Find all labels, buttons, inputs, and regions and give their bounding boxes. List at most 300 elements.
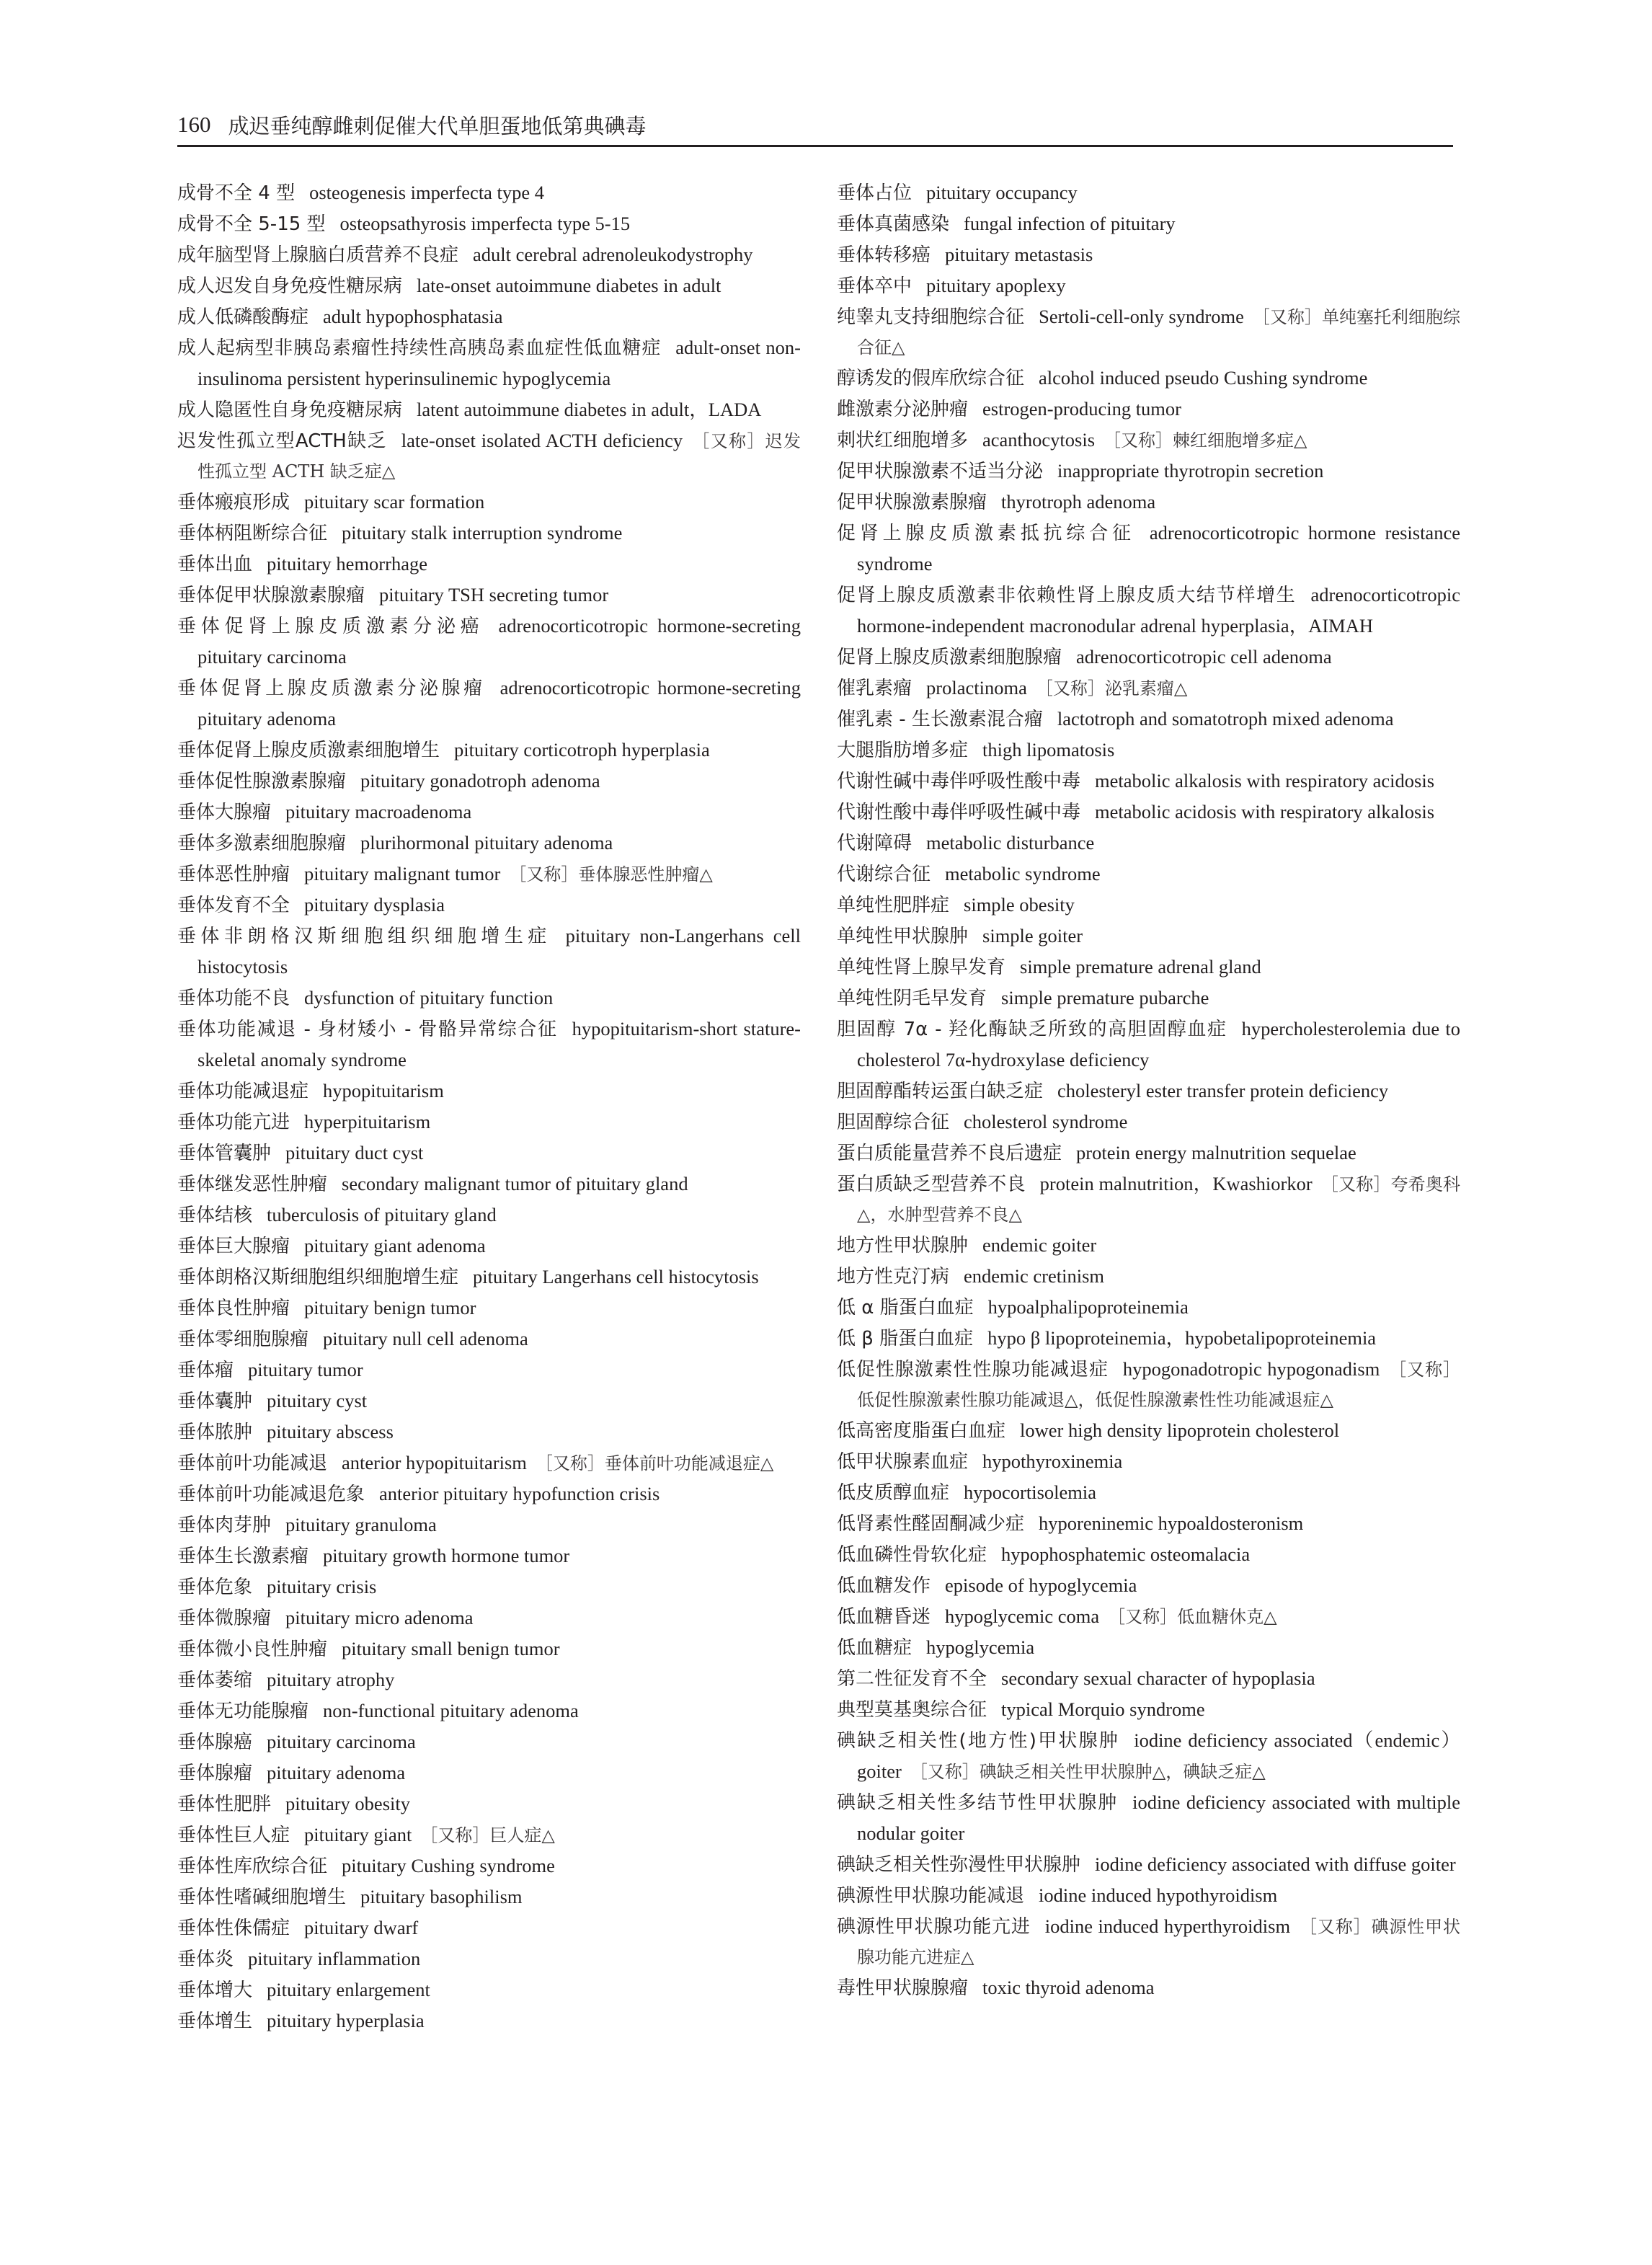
- entry-term: 垂体性巨人症: [177, 1825, 290, 1846]
- glossary-entry: [177, 1107, 801, 1138]
- entry-english: latent autoimmune diabetes in adult，LADA: [417, 399, 762, 420]
- entry-term: 低促性腺激素性性腺功能减退症: [837, 1359, 1109, 1380]
- entry-synonym: ［又称］垂体前叶功能减退症△: [535, 1453, 774, 1473]
- entry-term: 垂体柄阻断综合征: [177, 523, 328, 544]
- glossary-entry: [177, 735, 801, 766]
- entry-term: 垂体增生: [177, 2011, 253, 2032]
- glossary-entry: [177, 1417, 801, 1448]
- glossary-entry: [177, 239, 801, 270]
- entry-term: 雌激素分泌肿瘤: [837, 399, 969, 420]
- glossary-entry: [177, 1200, 801, 1231]
- glossary-entry: [837, 642, 1460, 673]
- glossary-entry: [837, 1539, 1460, 1570]
- glossary-entry: [837, 425, 1460, 456]
- glossary-entry: [837, 1477, 1460, 1508]
- entry-synonym: ［又称］夸希奥科△，水肿型营养不良△: [857, 1174, 1461, 1225]
- entry-english: pituitary atrophy: [267, 1669, 395, 1690]
- entry-term: 垂体囊肿: [177, 1391, 253, 1412]
- entry-term: 低 α 脂蛋白血症: [837, 1297, 974, 1318]
- page-header: [177, 108, 1453, 141]
- entry-term: 垂体前叶功能减退: [177, 1453, 328, 1474]
- glossary-entry: [177, 2005, 801, 2036]
- glossary-entry: [837, 177, 1460, 208]
- glossary-entry: [177, 1138, 801, 1169]
- glossary-entry: [177, 1696, 801, 1727]
- entry-english: secondary malignant tumor of pituitary gland: [342, 1173, 688, 1194]
- entry-term: 低甲状腺素血症: [837, 1451, 969, 1473]
- entry-term: 促肾上腺皮质激素抵抗综合征: [837, 523, 1135, 544]
- entry-english: adrenocorticotropic hormone resistance syndrome: [857, 522, 1460, 575]
- glossary-entry: [177, 1541, 801, 1572]
- glossary-entry: [837, 580, 1460, 642]
- glossary-entry: [177, 828, 801, 859]
- entry-synonym: ［又称］单纯塞托利细胞综合征△: [857, 307, 1460, 358]
- glossary-entry: [177, 1819, 801, 1850]
- glossary-entry: [177, 673, 801, 735]
- entry-term: 垂体发育不全: [177, 895, 290, 916]
- entry-term: 垂体出血: [177, 554, 253, 575]
- entry-english: pituitary hemorrhage: [267, 553, 427, 575]
- entry-synonym: ［又称］碘缺乏相关性甲状腺肿△，碘缺乏症△: [910, 1762, 1266, 1782]
- glossary-entry: [837, 1138, 1460, 1169]
- entry-english: iodine deficiency associated with diffuse goiter: [1095, 1853, 1456, 1875]
- entry-english: pituitary tumor: [248, 1359, 363, 1380]
- entry-term: 成人迟发自身免疫性糖尿病: [177, 275, 403, 297]
- entry-english: pituitary TSH secreting tumor: [379, 584, 609, 606]
- entry-term: 典型莫基奥综合征: [837, 1699, 987, 1721]
- entry-term: 低血糖发作: [837, 1575, 931, 1597]
- entry-english: adrenocorticotropic hormone-secreting pituitary adenoma: [197, 677, 801, 730]
- entry-term: 垂体瘢痕形成: [177, 492, 290, 513]
- entry-synonym: ［又称］低促性腺激素性腺功能减退△，低促性腺激素性性功能减退症△: [857, 1360, 1460, 1410]
- entry-english: endemic goiter: [982, 1234, 1097, 1256]
- entry-english: iodine induced hypothyroidism: [1039, 1884, 1278, 1906]
- entry-english: endemic cretinism: [964, 1265, 1105, 1287]
- glossary-entry: [837, 363, 1460, 394]
- entry-english: late-onset autoimmune diabetes in adult: [417, 275, 721, 296]
- entry-term: 垂体良性肿瘤: [177, 1298, 290, 1319]
- entry-synonym: ［又称］迟发性孤立型 ACTH 缺乏症△: [197, 431, 801, 482]
- entry-english: pituitary inflammation: [248, 1948, 421, 1969]
- entry-term: 垂体继发恶性肿瘤: [177, 1174, 328, 1195]
- entry-english: acanthocytosis: [982, 429, 1096, 451]
- entry-term: 垂体性嗜碱细胞增生: [177, 1887, 347, 1908]
- entry-term: 单纯性肥胖症: [837, 895, 950, 916]
- entry-term: 成人低磷酸酶症: [177, 306, 309, 328]
- entry-term: 低 β 脂蛋白血症: [837, 1328, 974, 1349]
- entry-term: 促甲状腺激素腺瘤: [837, 492, 987, 513]
- glossary-entry: [837, 1446, 1460, 1477]
- glossary-entry: [177, 1510, 801, 1541]
- glossary-entry: [177, 921, 801, 983]
- entry-term: 促肾上腺皮质激素非依赖性肾上腺皮质大结节样增生: [837, 585, 1297, 606]
- glossary-entry: [837, 828, 1460, 859]
- glossary-entry: [837, 270, 1460, 301]
- glossary-entry: [837, 1261, 1460, 1292]
- entry-term: 代谢综合征: [837, 864, 931, 885]
- entry-english: pituitary giant adenoma: [304, 1235, 486, 1256]
- glossary-entry: [177, 1572, 801, 1603]
- entry-english: pituitary enlargement: [267, 1979, 430, 2000]
- entry-english: pituitary metastasis: [945, 244, 1093, 265]
- entry-term: 垂体促甲状腺激素腺瘤: [177, 585, 365, 606]
- glossary-entry: [837, 208, 1460, 239]
- glossary-entry: [177, 1014, 801, 1076]
- glossary-entry: [177, 766, 801, 797]
- glossary-entry: [177, 518, 801, 549]
- entry-english: osteogenesis imperfecta type 4: [309, 182, 545, 203]
- entry-term: 低皮质醇血症: [837, 1482, 950, 1504]
- glossary-entry: [837, 1014, 1460, 1076]
- entry-term: 单纯性肾上腺早发育: [837, 957, 1006, 978]
- entry-english: hypopituitarism: [323, 1080, 444, 1102]
- entry-term: 低高密度脂蛋白血症: [837, 1420, 1006, 1442]
- glossary-entry: [837, 1972, 1460, 2003]
- glossary-entry: [837, 1663, 1460, 1694]
- entry-term: 成人起病型非胰岛素瘤性持续性高胰岛素血症性低血糖症: [177, 337, 662, 359]
- entry-english: pituitary stalk interruption syndrome: [342, 522, 623, 544]
- entry-english: cholesteryl ester transfer protein deficiency: [1057, 1080, 1389, 1102]
- glossary-entry: [837, 952, 1460, 983]
- entry-english: iodine deficiency associated（endemic）goiter: [857, 1729, 1460, 1782]
- glossary-entry: [177, 177, 801, 208]
- entry-english: anterior pituitary hypofunction crisis: [379, 1483, 660, 1504]
- entry-term: 垂体瘤: [177, 1360, 234, 1381]
- entry-term: 垂体真菌感染: [837, 213, 950, 235]
- glossary-entry: [177, 1169, 801, 1200]
- glossary-entry: [837, 1787, 1460, 1849]
- entry-term: 大腿脂肪增多症: [837, 740, 969, 761]
- glossary-entry: [837, 1076, 1460, 1107]
- glossary-entry: [177, 1758, 801, 1788]
- entry-term: 低肾素性醛固酮减少症: [837, 1513, 1025, 1535]
- glossary-entry: [837, 394, 1460, 425]
- glossary-entry: [177, 1479, 801, 1510]
- glossary-entry: [837, 518, 1460, 580]
- entry-term: 成人隐匿性自身免疫糖尿病: [177, 399, 403, 421]
- entry-term: 垂体促肾上腺皮质激素分泌癌: [177, 616, 484, 637]
- entry-english: adrenocorticotropic cell adenoma: [1076, 646, 1332, 668]
- entry-term: 代谢性碱中毒伴呼吸性酸中毒: [837, 771, 1081, 792]
- entry-english: simple goiter: [982, 925, 1083, 947]
- entry-english: metabolic acidosis with respiratory alkalosis: [1095, 801, 1435, 823]
- entry-term: 促肾上腺皮质激素细胞腺瘤: [837, 647, 1062, 668]
- glossary-entry: [837, 921, 1460, 952]
- entry-term: 垂体前叶功能减退危象: [177, 1484, 365, 1505]
- glossary-entry: [177, 425, 801, 487]
- entry-term: 垂体恶性肿瘤: [177, 864, 290, 885]
- entry-term: 垂体腺瘤: [177, 1763, 253, 1784]
- glossary-entry: [837, 1230, 1460, 1261]
- glossary-entry: [177, 859, 801, 890]
- running-title: 成迟垂纯醇雌刺促催大代单胆蛋地低第典碘毒: [228, 113, 647, 138]
- glossary-entry: [177, 797, 801, 828]
- entry-term: 低血糖昏迷: [837, 1606, 931, 1628]
- entry-english: pituitary dysplasia: [304, 894, 445, 916]
- glossary-entry: [837, 735, 1460, 766]
- entry-english: pituitary duct cyst: [285, 1142, 424, 1163]
- entry-english: pituitary corticotroph hyperplasia: [454, 739, 710, 761]
- entry-term: 成年脑型肾上腺脑白质营养不良症: [177, 244, 459, 266]
- glossary-entry: [837, 487, 1460, 518]
- entry-english: typical Morquio syndrome: [1001, 1698, 1205, 1720]
- entry-term: 垂体功能不良: [177, 988, 290, 1009]
- entry-term: 垂体占位: [837, 182, 912, 204]
- entry-english: pituitary non-Langerhans cell histocytosis: [197, 925, 801, 978]
- glossary-entry: [177, 1262, 801, 1293]
- entry-english: adrenocorticotropic hormone-independent macronodular adrenal hyperplasia，AIMAH: [857, 584, 1460, 637]
- glossary-entry: [837, 1601, 1460, 1632]
- entry-english: inappropriate thyrotropin secretion: [1057, 460, 1324, 482]
- entry-english: thigh lipomatosis: [982, 739, 1115, 761]
- glossary-entry: [177, 1850, 801, 1881]
- entry-term: 代谢障碍: [837, 833, 912, 854]
- entry-synonym: ［又称］棘红细胞增多症△: [1103, 430, 1307, 451]
- entry-english: pituitary giant: [304, 1824, 412, 1845]
- entry-term: 促甲状腺激素不适当分泌: [837, 461, 1044, 482]
- glossary-entry: [837, 704, 1460, 735]
- glossary-entry: [837, 301, 1460, 363]
- entry-term: 毒性甲状腺腺瘤: [837, 1977, 969, 1999]
- entry-term: 碘源性甲状腺功能减退: [837, 1885, 1025, 1907]
- entry-term: 胆固醇 7α - 羟化酶缺乏所致的高胆固醇血症: [837, 1019, 1227, 1040]
- glossary-entry: [177, 1076, 801, 1107]
- entry-english: late-onset isolated ACTH deficiency: [401, 430, 683, 451]
- glossary-entry: [177, 983, 801, 1014]
- entry-english: iodine induced hyperthyroidism: [1044, 1915, 1291, 1937]
- glossary-entry: [837, 890, 1460, 921]
- entry-term: 垂体功能减退症: [177, 1081, 309, 1102]
- entry-term: 单纯性阴毛早发育: [837, 988, 987, 1009]
- glossary-entry: [177, 1386, 801, 1417]
- entry-term: 垂体增大: [177, 1980, 253, 2001]
- entry-term: 低血糖症: [837, 1637, 912, 1659]
- entry-english: plurihormonal pituitary adenoma: [360, 832, 613, 854]
- entry-term: 垂体性库欣综合征: [177, 1856, 328, 1877]
- entry-term: 蛋白质能量营养不良后遗症: [837, 1143, 1062, 1164]
- entry-english: pituitary null cell adenoma: [323, 1328, 528, 1349]
- entry-english: pituitary basophilism: [360, 1886, 523, 1907]
- entry-term: 垂体脓肿: [177, 1422, 253, 1443]
- entry-term: 碘缺乏相关性多结节性甲状腺肿: [837, 1792, 1119, 1814]
- glossary-entry: [837, 1354, 1460, 1415]
- entry-english: hypoglycemia: [926, 1636, 1035, 1658]
- glossary-entry: [837, 1323, 1460, 1354]
- entry-english: non-functional pituitary adenoma: [323, 1700, 579, 1721]
- glossary-entry: [837, 1849, 1460, 1880]
- entry-english: protein energy malnutrition sequelae: [1076, 1142, 1356, 1163]
- entry-term: 垂体功能亢进: [177, 1112, 290, 1133]
- entry-english: alcohol induced pseudo Cushing syndrome: [1039, 367, 1368, 389]
- entry-english: osteopsathyrosis imperfecta type 5-15: [339, 213, 631, 234]
- entry-english: pituitary dwarf: [304, 1917, 419, 1938]
- entry-english: cholesterol syndrome: [964, 1111, 1128, 1132]
- entry-english: hyporeninemic hypoaldosteronism: [1039, 1512, 1304, 1534]
- entry-english: pituitary obesity: [285, 1793, 410, 1814]
- entry-term: 垂体性肥胖: [177, 1794, 272, 1815]
- right-column: [837, 177, 1460, 2003]
- glossary-entry: [177, 1881, 801, 1912]
- glossary-entry: [177, 487, 801, 518]
- glossary-entry: [177, 332, 801, 394]
- glossary-entry: [837, 766, 1460, 797]
- glossary-entry: [837, 1570, 1460, 1601]
- entry-english: estrogen-producing tumor: [982, 398, 1181, 420]
- entry-term: 垂体管囊肿: [177, 1143, 272, 1164]
- entry-english: simple premature pubarche: [1001, 987, 1209, 1009]
- entry-english: lactotroph and somatotroph mixed adenoma: [1057, 708, 1394, 730]
- entry-term: 醇诱发的假库欣综合征: [837, 368, 1025, 389]
- entry-term: 垂体大腺瘤: [177, 802, 272, 823]
- entry-english: hypophosphatemic osteomalacia: [1001, 1543, 1251, 1565]
- glossary-entry: [177, 208, 801, 239]
- entry-english: pituitary cyst: [267, 1390, 368, 1411]
- entry-english: hypopituitarism-short stature-skeletal anomaly syndrome: [197, 1018, 801, 1071]
- entry-english: pituitary growth hormone tumor: [323, 1545, 570, 1566]
- glossary-entry: [837, 456, 1460, 487]
- entry-term: 胆固醇综合征: [837, 1112, 950, 1133]
- entry-english: hypo β lipoproteinemia，hypobetalipoproteinemia: [987, 1327, 1377, 1349]
- entry-term: 成骨不全 5-15 型: [177, 213, 326, 235]
- entry-term: 低血磷性骨软化症: [837, 1544, 987, 1566]
- entry-synonym: ［又称］巨人症△: [420, 1825, 555, 1845]
- entry-english: pituitary Langerhans cell histocytosis: [473, 1266, 759, 1287]
- entry-term: 垂体促肾上腺皮质激素分泌腺瘤: [177, 678, 486, 699]
- glossary-entry: [177, 1324, 801, 1355]
- glossary-entry: [177, 301, 801, 332]
- entry-synonym: ［又称］垂体腺恶性肿瘤△: [509, 864, 713, 885]
- entry-english: pituitary benign tumor: [304, 1297, 476, 1318]
- entry-english: simple premature adrenal gland: [1020, 956, 1261, 978]
- glossary-entry: [837, 1632, 1460, 1663]
- entry-term: 胆固醇酯转运蛋白缺乏症: [837, 1081, 1044, 1102]
- glossary-entry: [177, 1974, 801, 2005]
- entry-english: dysfunction of pituitary function: [304, 987, 554, 1009]
- glossary-entry: [837, 797, 1460, 828]
- glossary-entry: [837, 239, 1460, 270]
- entry-english: pituitary granuloma: [285, 1514, 437, 1535]
- entry-term: 垂体结核: [177, 1205, 253, 1226]
- entry-english: iodine deficiency associated with multiple nodular goiter: [857, 1791, 1460, 1844]
- entry-english: secondary sexual character of hypoplasia: [1001, 1667, 1315, 1689]
- entry-term: 垂体功能减退 - 身材矮小 - 骨骼异常综合征: [177, 1019, 558, 1040]
- glossary-entry: [837, 1107, 1460, 1138]
- entry-synonym: ［又称］泌乳素瘤△: [1035, 678, 1188, 699]
- entry-english: pituitary malignant tumor: [304, 863, 501, 885]
- glossary-entry: [177, 1231, 801, 1262]
- entry-term: 垂体萎缩: [177, 1670, 253, 1691]
- entry-english: pituitary gonadotroph adenoma: [360, 770, 600, 792]
- entry-term: 垂体转移癌: [837, 244, 931, 266]
- entry-term: 催乳素 - 生长激素混合瘤: [837, 709, 1043, 730]
- entry-synonym: ［又称］碘源性甲状腺功能亢进症△: [857, 1917, 1460, 1967]
- entry-english: pituitary carcinoma: [267, 1731, 416, 1752]
- entry-term: 单纯性甲状腺肿: [837, 926, 969, 947]
- glossary-entry: [837, 1694, 1460, 1725]
- entry-term: 垂体炎: [177, 1949, 234, 1970]
- entry-term: 垂体腺癌: [177, 1732, 253, 1753]
- glossary-entry: [837, 1508, 1460, 1539]
- entry-english: metabolic disturbance: [926, 832, 1095, 854]
- glossary-entry: [177, 890, 801, 921]
- entry-term: 碘缺乏相关性弥漫性甲状腺肿: [837, 1854, 1081, 1876]
- entry-english: hypocortisolemia: [964, 1481, 1097, 1503]
- entry-term: 代谢性酸中毒伴呼吸性碱中毒: [837, 802, 1081, 823]
- entry-english: prolactinoma: [926, 677, 1027, 699]
- entry-term: 地方性甲状腺肿: [837, 1235, 969, 1256]
- glossary-entry: [837, 1911, 1460, 1972]
- entry-english: pituitary Cushing syndrome: [342, 1855, 555, 1876]
- entry-term: 垂体无功能腺瘤: [177, 1701, 309, 1722]
- entry-english: pituitary crisis: [267, 1576, 377, 1597]
- entry-english: anterior hypopituitarism: [342, 1452, 527, 1473]
- glossary-entry: [837, 1292, 1460, 1323]
- entry-english: hypercholesterolemia due to cholesterol 7α-hydroxylase deficiency: [857, 1018, 1460, 1071]
- entry-english: adult cerebral adrenoleukodystrophy: [473, 244, 753, 265]
- entry-term: 垂体生长激素瘤: [177, 1546, 309, 1567]
- entry-term: 垂体朗格汉斯细胞组织细胞增生症: [177, 1267, 459, 1288]
- entry-english: pituitary apoplexy: [926, 275, 1066, 296]
- entry-english: pituitary scar formation: [304, 491, 485, 513]
- left-column: [177, 177, 801, 2036]
- glossary-entry: [177, 1943, 801, 1974]
- entry-english: episode of hypoglycemia: [945, 1574, 1137, 1596]
- entry-term: 垂体促肾上腺皮质激素细胞增生: [177, 740, 440, 761]
- entry-english: adrenocorticotropic hormone-secreting pituitary carcinoma: [197, 615, 801, 668]
- entry-english: hyperpituitarism: [304, 1111, 431, 1132]
- entry-term: 地方性克汀病: [837, 1266, 950, 1287]
- glossary-entry: [177, 549, 801, 580]
- glossary-entry: [837, 859, 1460, 890]
- entry-english: simple obesity: [964, 894, 1075, 916]
- entry-english: pituitary small benign tumor: [342, 1638, 560, 1659]
- entry-english: lower high density lipoprotein cholesterol: [1020, 1419, 1340, 1441]
- entry-english: metabolic syndrome: [945, 863, 1101, 885]
- glossary-entry: [177, 394, 801, 425]
- glossary-entry: [177, 611, 801, 673]
- entry-term: 垂体零细胞腺瘤: [177, 1329, 309, 1350]
- header-rule: [177, 145, 1453, 147]
- entry-term: 垂体巨大腺瘤: [177, 1236, 290, 1257]
- glossary-entry: [177, 270, 801, 301]
- entry-english: adult hypophosphatasia: [323, 306, 503, 327]
- page-number: 160: [177, 112, 211, 137]
- entry-term: 碘缺乏相关性(地方性)甲状腺肿: [837, 1730, 1120, 1752]
- entry-term: 垂体微小良性肿瘤: [177, 1639, 328, 1660]
- entry-term: 催乳素瘤: [837, 678, 912, 699]
- entry-english: pituitary macroadenoma: [285, 801, 472, 823]
- entry-term: 蛋白质缺乏型营养不良: [837, 1174, 1026, 1195]
- entry-term: 垂体促性腺激素腺瘤: [177, 771, 347, 792]
- glossary-entry: [177, 1293, 801, 1324]
- entry-term: 垂体微腺瘤: [177, 1608, 272, 1629]
- glossary-entry: [177, 1355, 801, 1386]
- entry-term: 迟发性孤立型ACTH缺乏: [177, 430, 387, 452]
- glossary-entry: [837, 1169, 1460, 1230]
- glossary-entry: [837, 1725, 1460, 1787]
- entry-english: Sertoli-cell-only syndrome: [1039, 306, 1244, 327]
- entry-english: pituitary micro adenoma: [285, 1607, 474, 1628]
- entry-term: 碘源性甲状腺功能亢进: [837, 1916, 1031, 1938]
- entry-term: 垂体危象: [177, 1577, 253, 1598]
- entry-english: adult-onset non-insulinoma persistent hyperinsulinemic hypoglycemia: [197, 337, 801, 389]
- glossary-entry: [177, 1634, 801, 1665]
- entry-term: 第二性征发育不全: [837, 1668, 987, 1690]
- entry-english: hypoglycemic coma: [945, 1605, 1100, 1627]
- glossary-entry: [177, 1788, 801, 1819]
- glossary-entry: [177, 580, 801, 611]
- glossary-entry: [177, 1665, 801, 1696]
